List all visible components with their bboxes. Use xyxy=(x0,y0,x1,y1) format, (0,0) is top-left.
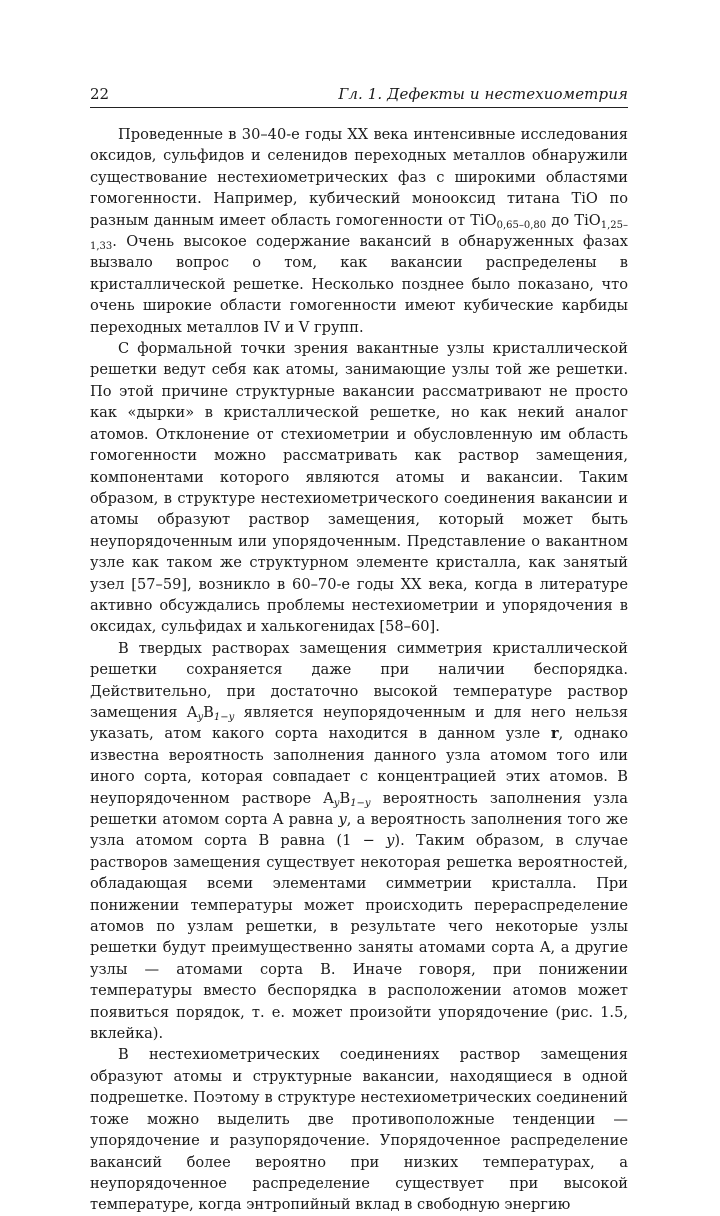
paragraph-1: Проведенные в 30–40-е годы XX века интенсивные исследования оксидов, сульфидов и селенидов переходных металлов обнаружили существование нестехиометрических фаз с широкими областями гомогенности. Например, кубический монооксид титана TiO по разным данным имеет область гомогенности от TiO$_{0,65-0,80}$ до TiO$_{1,25-1,33}$. Очень высокое содержание вакансий в обнаруженных фазах вызвало вопрос о том, как вакансии распределены в кристаллической решетке. Несколько позднее было показано, что очень широкие области гомогенности имеют кубические карбиды переходных металлов IV и V групп. xyxy=(90,126,628,336)
running-header xyxy=(90,84,628,108)
paragraph-2: С формальной точки зрения вакантные узлы кристаллической решетки ведут себя как атомы, занимающие узлы той же решетки. По этой причине структурные вакансии рассматривают не просто как «дырки» в кристаллической решетке, но как некий аналог атомов. Отклонение от стехиометрии и обусловленную им область гомогенности можно рассматривать как раствор замещения, компонентами которого являются атомы и вакансии. Таким образом, в структуре нестехиометрического соединения вакансии и атомы образуют раствор замещения, который может быть неупорядоченным или упорядоченным. Представление о вакантном узле как таком же структурном элементе кристалла, как занятый узел [57–59], возникло в 60–70-е годы XX века, когда в литературе активно обсуждались проблемы нестехиометрии и упорядочения в оксидах, сульфидах и халькогенидах [58–60]. xyxy=(90,340,628,636)
position-vector-r: r xyxy=(550,725,559,743)
book-page xyxy=(90,84,628,1216)
running-title: Гл. 1. Дефекты и нестехиометрия xyxy=(338,85,628,103)
paragraph-4: В нестехиометрических соединениях раствор замещения образуют атомы и структурные вакансии, находящиеся в одной подрешетке. Поэтому в структуре нестехиометрических соединений тоже можно выделить две противоположные тенденции — упорядочение и разупорядочение. Упорядоченное распределение вакансий более вероятно при низких температурах, а неупорядоченное распределение существует при высокой температуре, когда энтропийный вклад в свободную энергию xyxy=(90,1046,628,1214)
page-number: 22 xyxy=(90,85,110,103)
paragraph-3: В твердых растворах замещения симметрия кристаллической решетки сохраняется даже при наличии беспорядка. Действительно, при достаточно высокой температуре раствор замещения $A_yB_{1-y}$ является неупорядоченным и для него нельзя указать, атом какого сорта находится в данном узле r, однако известна вероятность заполнения данного узла атомом того или иного сорта, которая совпадает с концентрацией этих атомов. В неупорядоченном растворе $A_yB_{1-y}$ вероятность заполнения узла решетки атомом сорта A равна y, а вероятность заполнения того же узла атомом сорта B равна (1 − y). Таким образом, в случае растворов замещения существует некоторая решетка вероятностей, обладающая всеми элементами симметрии кристалла. При понижении температуры может происходить перераспределение атомов по узлам решетки, в результате чего некоторые узлы решетки будут преимущественно заняты атомами сорта A, а другие узлы — атомами сорта B. Иначе говоря, при понижении температуры вместо беспорядка в расположении атомов может появиться порядок, т. е. может произойти упорядочение (рис. 1.5, вклейка). xyxy=(90,639,629,1043)
body-text xyxy=(90,124,628,1216)
